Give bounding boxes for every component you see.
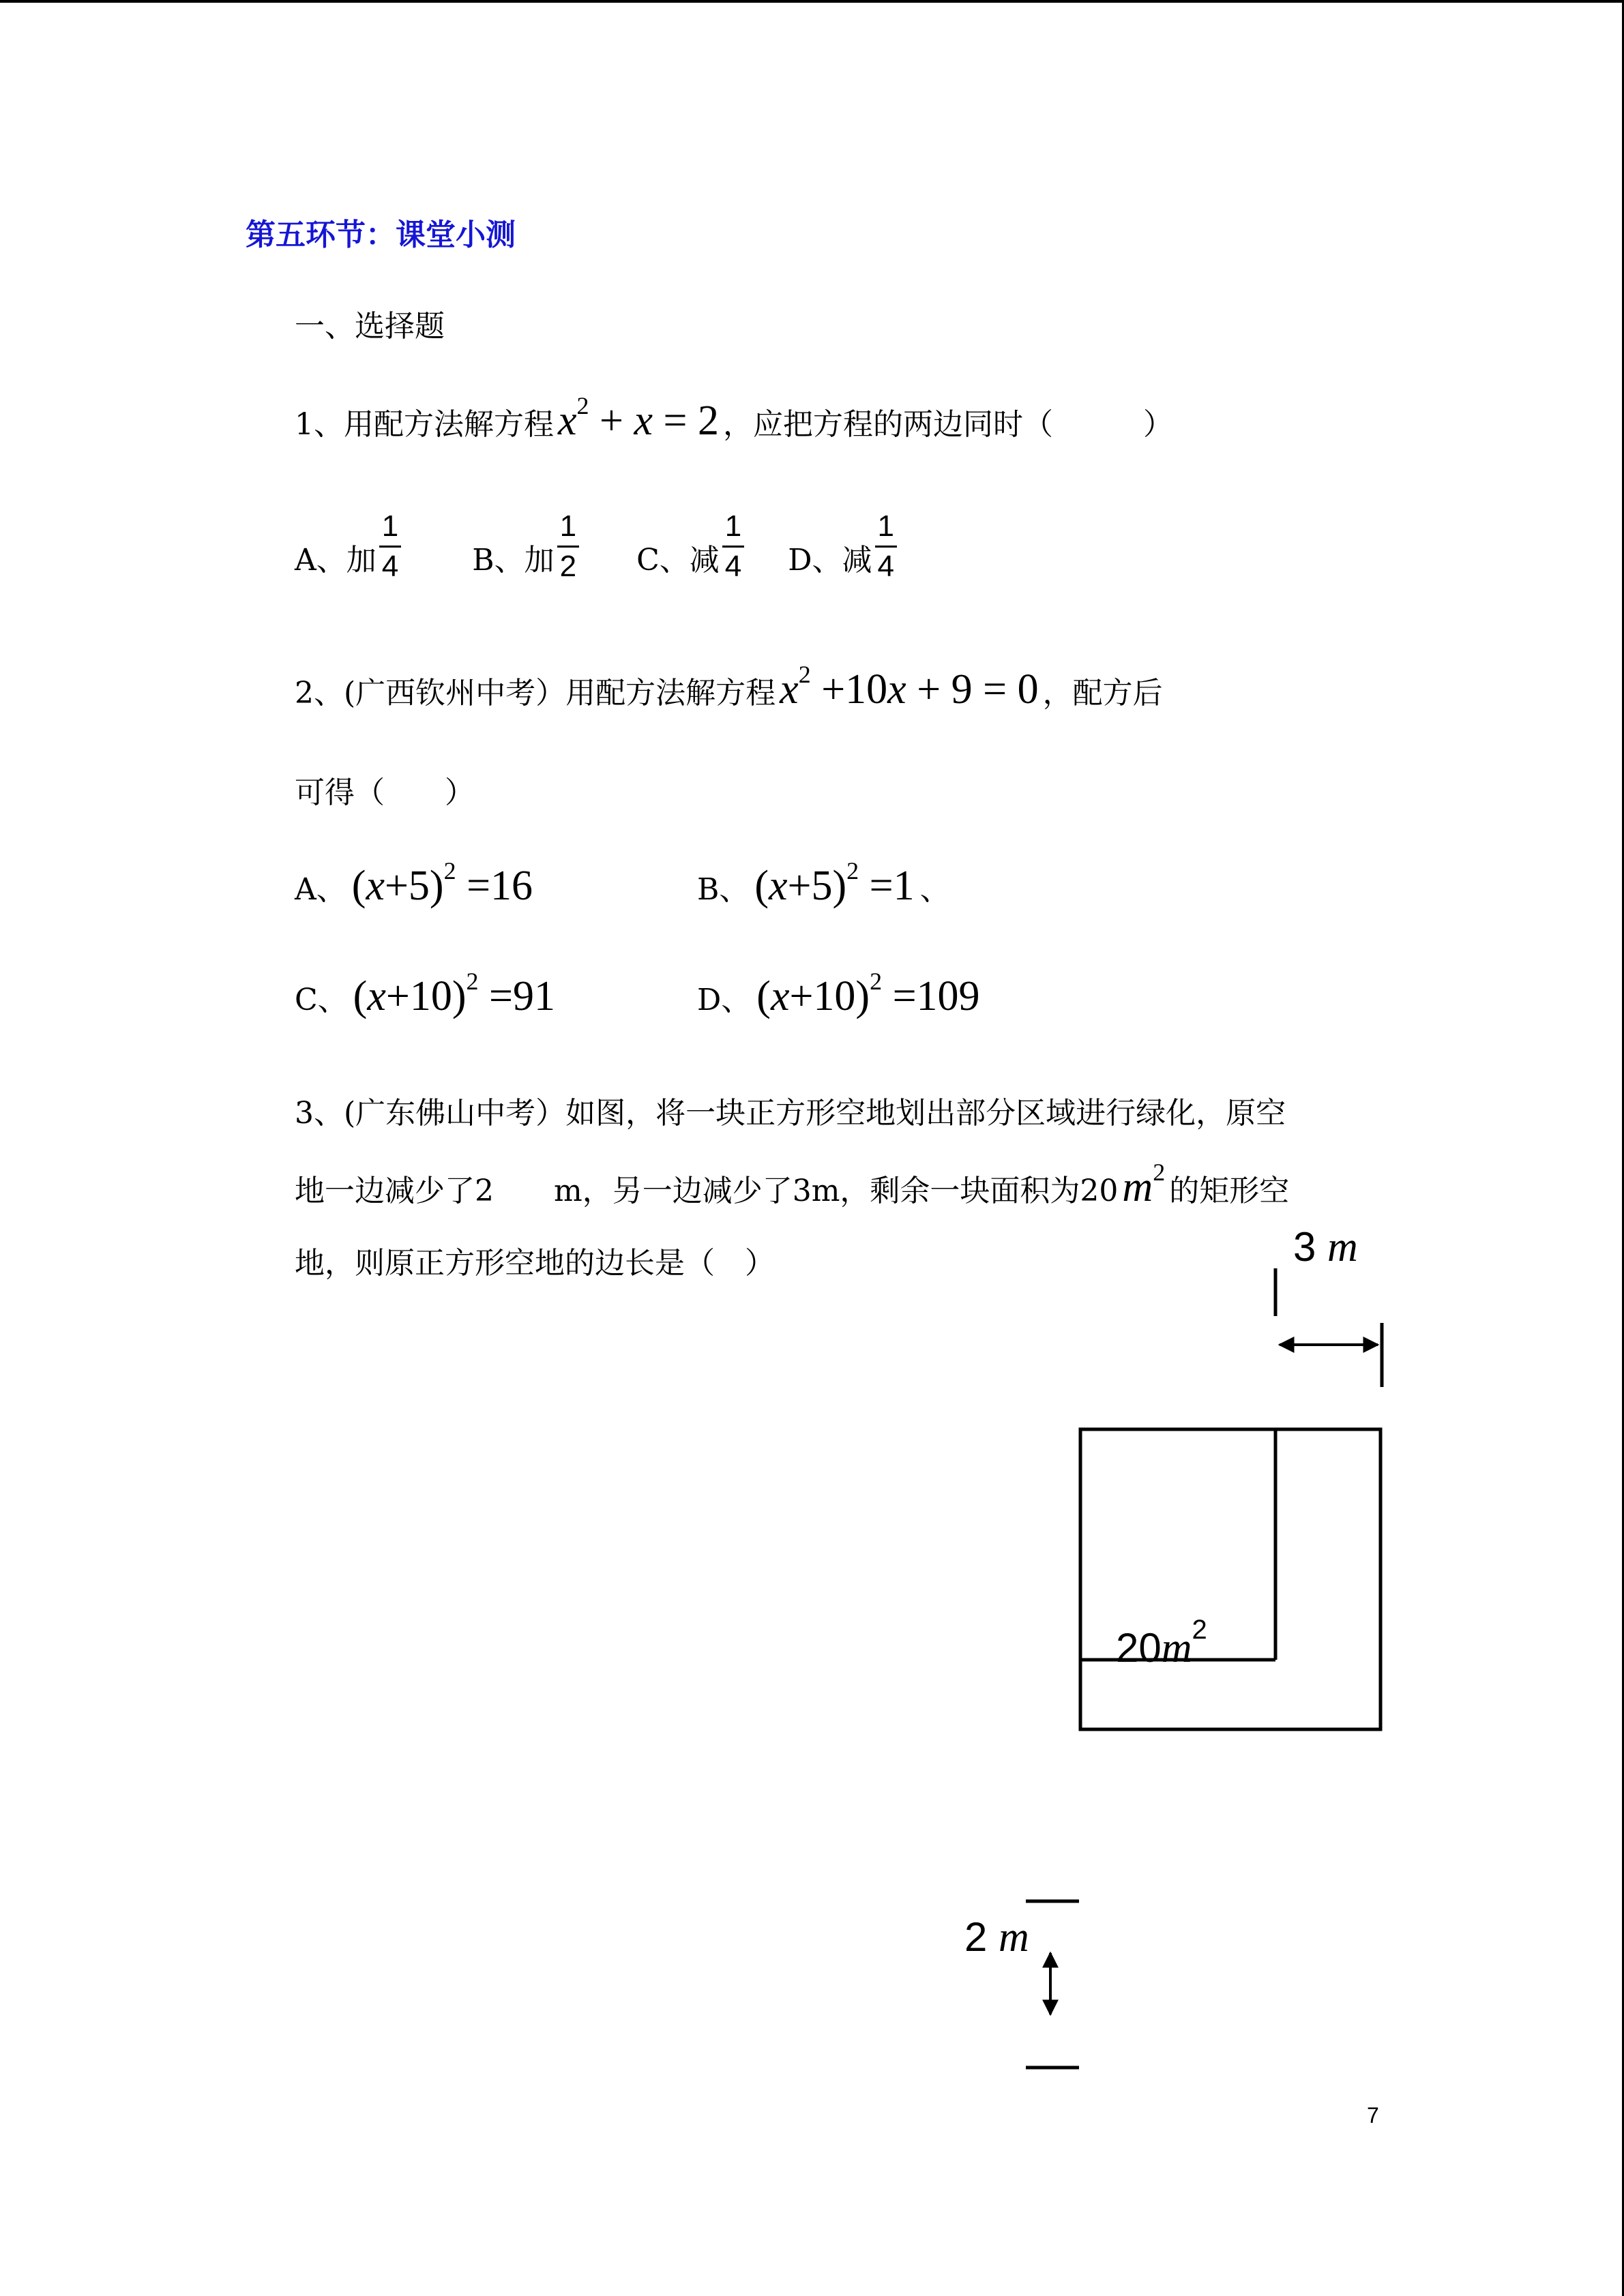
q1-option-a: A、加 $\frac{1}{4}$ <box>295 511 404 582</box>
q1-option-b: B、加 $\frac{1}{2}$ <box>472 511 582 582</box>
q1-option-c: C、减 $\frac{1}{4}$ <box>636 511 747 582</box>
q1-option-d: D、减 $\frac{1}{4}$ <box>788 511 900 582</box>
q2-option-a: A、 $(x+5)^2 =16$ <box>295 857 533 909</box>
q2-line-2: 可得（ ） <box>295 775 475 810</box>
subsection-title: 一、选择题 <box>295 309 445 344</box>
q2-text-after: ，配方后 <box>1042 676 1163 711</box>
q1-equation: $x^2 + x = 2$ <box>558 392 719 444</box>
q3-line-3: 地，则原正方形空地的边长是（ ） <box>295 1246 775 1281</box>
q1-text-after: ，应把方程的两边同时（ ） <box>723 407 1173 442</box>
q3-line-1: 3、(广东佛山中考）如图，将一块正方形空地划出部分区域进行绿化，原空 <box>295 1096 1286 1131</box>
q2-option-c: C、 $(x+10)^2 =91$ <box>295 968 555 1019</box>
label-3m: 3 m <box>1293 1224 1358 1270</box>
q2-text-before: 2、(广西钦州中考）用配方法解方程 <box>295 676 776 711</box>
q1-text-before: 1、用配方法解方程 <box>295 407 554 442</box>
label-20m2: $20m^2$ <box>1116 1615 1207 1671</box>
q2-equation: $x^2 +10x + 9 = 0$ <box>780 661 1039 713</box>
page-number: 7 <box>1367 2103 1379 2128</box>
q2-option-b: B、 $(x+5)^2 =1$ 、 <box>697 857 950 909</box>
section-heading: 第五环节：课堂小测 <box>246 218 516 252</box>
q3-line-2: 地一边减少了2 m，另一边减少了3m，剩余一块面积为20 $m^2$ 的矩形空 <box>295 1159 1290 1210</box>
label-2m: 2 m <box>964 1914 1029 1960</box>
outer-square <box>1080 1429 1381 1729</box>
q2-option-d: D、 $(x+10)^2 =109$ <box>697 968 980 1019</box>
